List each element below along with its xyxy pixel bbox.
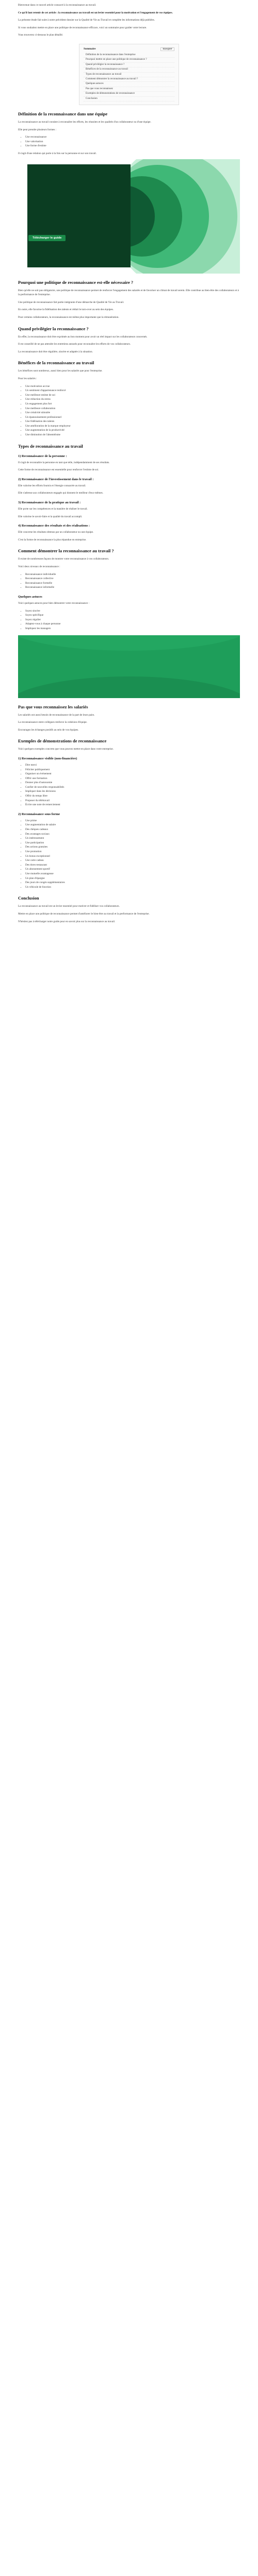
- toc-link[interactable]: Pas que vous reconnaissez: [84, 87, 174, 92]
- paragraph: Les bénéfices sont nombreux, aussi bien pour les salariés que pour l'entreprise.: [18, 369, 103, 373]
- list-item: • Une forme d'estime: [25, 144, 240, 148]
- section-title: Comment démontrer la reconnaissance au travail ?: [18, 548, 114, 554]
- list-item: • Soyez régulier: [25, 618, 240, 622]
- list-item: • Une diminution de l'absentéisme: [25, 433, 240, 437]
- list-item: • Une carte cadeau: [25, 858, 240, 863]
- list-item: • Reconnaissance formelle: [25, 581, 240, 586]
- subsection-title: 2) Reconnaissance de l'investissement dans le travail :: [18, 477, 94, 481]
- list-item: • Offrir du temps libre: [25, 794, 240, 799]
- list: [18, 819, 240, 890]
- list-item: • Une réduction du stress: [25, 397, 240, 402]
- section-title: Conclusion: [18, 895, 39, 901]
- section-title: Définition de la reconnaissance dans une équipe: [18, 111, 108, 117]
- list-item: • Confier de nouvelles responsabilités: [25, 785, 240, 790]
- article: [18, 0, 240, 924]
- list-item: • Un abonnement sportif: [25, 867, 240, 872]
- list-item: • Impliquez les managers: [25, 626, 240, 631]
- paragraph: Il s'agit d'une relation qui porte à la fois sur la personne et sur son travail.: [18, 152, 96, 155]
- intro-paragraph: Ce qu'il faut retenir de cet article : la reconnaissance au travail est un levier essentiel pour la motivation et l'engagement de vos équipes.: [18, 11, 173, 14]
- list-item: • Un engagement plus fort: [25, 402, 240, 406]
- list: [18, 572, 240, 590]
- paragraph: Il s'agit de reconnaître la personne en tant que telle, indépendamment de ses résultats.: [18, 461, 110, 464]
- toc-link[interactable]: Quelques astuces: [84, 82, 174, 87]
- paragraph: En effet, la reconnaissance doit être exprimée au bon moment pour avoir un réel impact sur les collaborateurs concernés.: [18, 335, 148, 338]
- list-item: • Un plan d'épargne: [25, 876, 240, 881]
- band-illustration: [18, 635, 240, 698]
- list-item: • Une augmentation de la productivité: [25, 428, 240, 433]
- toc-header: [84, 47, 174, 51]
- list-item: • Une mutuelle avantageuse: [25, 872, 240, 876]
- list-item: • Dire merci: [25, 763, 240, 768]
- list-item: • Une fidélisation des talents: [25, 419, 240, 424]
- subsection-title: Quelques astuces: [18, 595, 42, 599]
- list-item: • Une promotion: [25, 850, 240, 854]
- list: [18, 384, 240, 437]
- list-item: • Adaptez-vous à chaque personne: [25, 622, 240, 626]
- paragraph: Elle concerne les résultats obtenus par un collaborateur ou une équipe.: [18, 531, 94, 534]
- paragraph: La reconnaissance au travail consiste à reconnaître les efforts, les réussites et les qualités d'un collaborateur ou d'une équipe.: [18, 121, 151, 124]
- paragraph: Elle peut prendre plusieurs formes :: [18, 128, 57, 131]
- section-title: Quand privilégier la reconnaissance ?: [18, 326, 89, 331]
- intro-paragraph: Si vous souhaitez mettre en place une politique de reconnaissance efficace, voici un sommaire pour guider votre lecture.: [18, 26, 147, 29]
- list-item: • Un bonus exceptionnel: [25, 854, 240, 859]
- hero-illustration: [18, 159, 240, 274]
- subsection-title: 1) Reconnaissance visible (non-financière): [18, 756, 77, 760]
- paragraph: La reconnaissance au travail est un levier essentiel pour motiver et fidéliser vos collaborateurs.: [18, 905, 120, 908]
- list-item: • Une motivation accrue: [25, 384, 240, 389]
- toc-link[interactable]: Quand privilégier la reconnaissance ?: [84, 63, 174, 67]
- toc-link[interactable]: Exemples de démonstrations de reconnaissance: [84, 92, 174, 96]
- list-item: • Une augmentation de salaire: [25, 823, 240, 827]
- toc-link[interactable]: Bénéfices de la reconnaissance au travail: [84, 67, 174, 72]
- paragraph: Pour les salariés :: [18, 377, 37, 380]
- list-item: • Une reconnaissance: [25, 135, 240, 140]
- list-item: • Un véhicule de fonction: [25, 885, 240, 890]
- list: [18, 135, 240, 148]
- intro-paragraph: Bienvenue dans ce nouvel article consacré à la reconnaissance au travail.: [18, 4, 96, 7]
- toc-title: Sommaire: [84, 47, 96, 51]
- section-title: Pourquoi une politique de reconnaissance est-elle nécessaire ?: [18, 279, 134, 285]
- paragraph: Pour certains collaborateurs, la reconnaissance est même plus importante que la rémunération.: [18, 315, 119, 319]
- hero-banner: [18, 159, 240, 274]
- list-item: • Soyez sincère: [25, 609, 240, 614]
- list-item: • Reconnaissance individuelle: [25, 572, 240, 577]
- intro: [18, 3, 240, 38]
- paragraph: C'est la forme de reconnaissance la plus répandue en entreprise.: [18, 538, 87, 541]
- paragraph: Voici quelques exemples concrets que vous pouvez mettre en place dans votre entreprise.: [18, 748, 114, 751]
- toc-link[interactable]: Pourquoi mettre en place une politique de reconnaissance ?: [84, 58, 174, 62]
- list-item: • Une prime: [25, 819, 240, 823]
- list-item: • Des avantages sociaux: [25, 832, 240, 837]
- section-title: Exemples de démonstrations de reconnaissance: [18, 738, 107, 744]
- download-guide-button[interactable]: Télécharger le guide: [28, 235, 66, 241]
- paragraph: Cette forme de reconnaissance est essentielle pour renforcer l'estime de soi.: [18, 468, 99, 472]
- paragraph: Voici quelques astuces pour bien démontrer votre reconnaissance :: [18, 601, 89, 605]
- subsection-title: 3) Reconnaissance de la pratique au travail :: [18, 501, 81, 505]
- list-item: • Organiser un événement: [25, 772, 240, 776]
- paragraph: Bien qu'elle ne soit pas obligatoire, une politique de reconnaissance permet de renforcer l'engagement des salariés et de favoriser un climat de travail serein. Elle contribue au bien-être des collaborateurs et à la performance de l'entreprise.: [18, 289, 239, 297]
- list-item: • Une amélioration de la marque employeur: [25, 424, 240, 429]
- list-item: • Une meilleure collaboration: [25, 406, 240, 411]
- list-item: • Une meilleure estime de soi: [25, 393, 240, 398]
- intro-paragraph: La présente étude fait suite à notre précédent dossier sur la Qualité de Vie au Travail et complète les informations déjà publiées.: [18, 19, 155, 22]
- list-item: • Des jours de congés supplémentaires: [25, 880, 240, 885]
- list-item: • Impliquer dans les décisions: [25, 789, 240, 794]
- list-item: • Un épanouissement professionnel: [25, 415, 240, 420]
- paragraph: Encouragez les échanges positifs au sein de vos équipes.: [18, 728, 79, 732]
- paragraph: Elle s'adresse aux collaborateurs engagés qui donnent le meilleur d'eux-mêmes.: [18, 492, 103, 495]
- paragraph: Elle valorise les efforts fournis et l'énergie consacrée au travail.: [18, 484, 86, 487]
- list-item: • Soyez spécifique: [25, 613, 240, 618]
- toc-link[interactable]: Définition de la reconnaissance dans l'entreprise: [84, 53, 174, 58]
- toc-link[interactable]: Comment démontrer la reconnaissance au travail ?: [84, 77, 174, 82]
- list: [18, 763, 240, 807]
- list-item: • Donner plus d'autonomie: [25, 781, 240, 785]
- paragraph: Il est conseillé de ne pas attendre les entretiens annuels pour reconnaître les efforts de vos collaborateurs.: [18, 343, 131, 346]
- list-item: • Offrir une formation: [25, 776, 240, 781]
- paragraph: Voici deux niveaux de reconnaissance :: [18, 565, 60, 568]
- toc-link[interactable]: Conclusion: [84, 97, 174, 101]
- list-item: • Un intéressement: [25, 836, 240, 841]
- list-item: • Reconnaissance collective: [25, 577, 240, 581]
- subsection-title: 1) Reconnaissance de la personne :: [18, 454, 67, 458]
- paragraph: Mettre en place une politique de reconnaissance permet d'améliorer le bien-être au travail et la performance de l'entreprise.: [18, 912, 150, 916]
- list-item: • Écrire une note de remerciement: [25, 803, 240, 807]
- paragraph: La reconnaissance entre collègues renforce la cohésion d'équipe.: [18, 721, 88, 724]
- paragraph: Elle valorise le savoir-faire et la qualité du travail accompli.: [18, 515, 83, 518]
- subsection-title: 4) Reconnaissance des résultats et des réalisations :: [18, 524, 90, 528]
- section-title: Types de reconnaissance au travail: [18, 443, 83, 449]
- list-item: • Une créativité stimulée: [25, 411, 240, 415]
- list-item: • Féliciter publiquement: [25, 768, 240, 772]
- paragraph: N'hésitez pas à télécharger notre guide pour en savoir plus sur la reconnaissance au travail.: [18, 920, 116, 923]
- paragraph: En outre, elle favorise la fidélisation des talents et réduit le turn-over au sein des équipes.: [18, 308, 114, 312]
- subsection-title: 2) Reconnaissance sous forme: [18, 812, 60, 816]
- list-item: • Proposer du télétravail: [25, 799, 240, 803]
- toc-link[interactable]: Types de reconnaissance au travail: [84, 73, 174, 77]
- list-item: • Une valorisation: [25, 140, 240, 144]
- section-title: Pas que vous reconnaissez les salariés: [18, 704, 88, 709]
- list-item: • Reconnaissance informelle: [25, 585, 240, 590]
- paragraph: Il existe de nombreuses façons de montrer votre reconnaissance à vos collaborateurs.: [18, 557, 109, 561]
- intro-paragraph: Vous trouverez ci-dessous le plan détaillé.: [18, 33, 63, 37]
- list: [18, 609, 240, 631]
- paragraph: Les salariés ont aussi besoin de reconnaissance de la part de leurs pairs.: [18, 713, 95, 717]
- section-title: Bénéfices de la reconnaissance au travail: [18, 360, 94, 366]
- table-of-contents: [79, 44, 179, 105]
- list-item: • Des actions gratuites: [25, 845, 240, 850]
- list-item: • Une participation: [25, 841, 240, 845]
- paragraph: La reconnaissance doit être régulière, sincère et adaptée à la situation.: [18, 350, 93, 353]
- list-item: • Un sentiment d'appartenance renforcé: [25, 388, 240, 393]
- list-item: • Des titres-restaurant: [25, 863, 240, 868]
- toc-toggle-button[interactable]: masquer: [160, 47, 174, 51]
- paragraph: Elle porte sur les compétences et la manière de réaliser le travail.: [18, 507, 88, 511]
- paragraph: Une politique de reconnaissance fait partie intégrante d'une démarche de Qualité de Vie au Travail.: [18, 300, 124, 304]
- green-band-image: [18, 635, 240, 698]
- list-item: • Des chèques cadeaux: [25, 827, 240, 832]
